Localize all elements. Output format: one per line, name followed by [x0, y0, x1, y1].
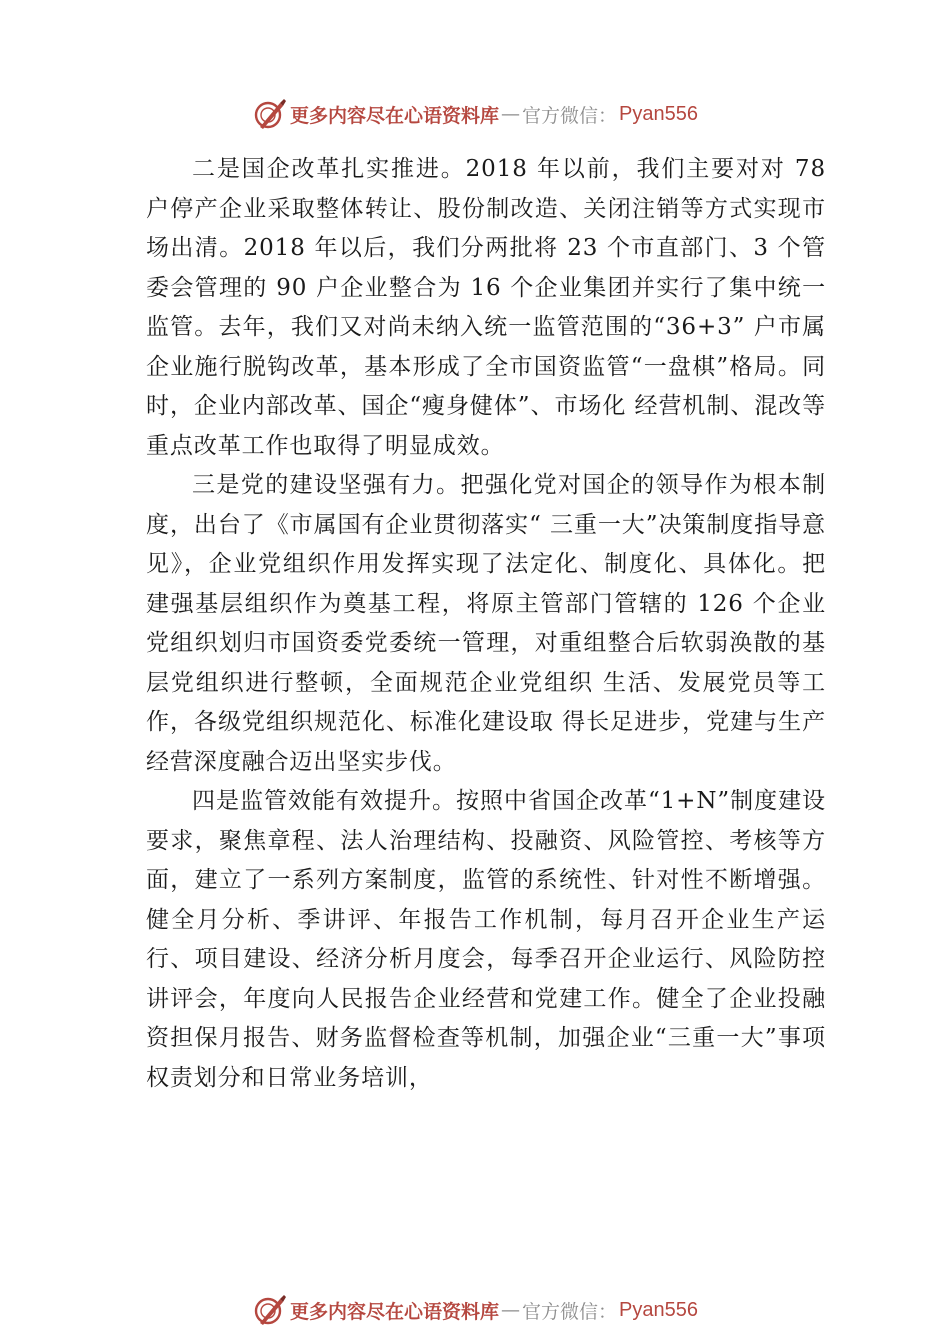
document-body [146, 150, 826, 1098]
header-watermark [0, 94, 950, 134]
wechat-label: 官方微信： [522, 104, 618, 127]
watermark-separator: — [501, 1299, 521, 1321]
watermark-title: 更多内容尽在心语资料库 [290, 1300, 500, 1323]
footer-watermark [0, 1290, 950, 1330]
pen-logo-icon [252, 97, 286, 131]
pen-logo-icon [252, 1293, 286, 1327]
wechat-id: Pyan556 [619, 1298, 698, 1321]
wechat-label: 官方微信： [522, 1300, 618, 1323]
watermark-title: 更多内容尽在心语资料库 [290, 104, 500, 127]
wechat-id: Pyan556 [619, 102, 698, 125]
paragraph-supervision: 四是监管效能有效提升。按照中省国企改革“1+N”制度建设要求，聚焦章程、法人治理结构、投融资、风险管控、考核等方面，建立了一系列方案制度，监管的系统性、针对性不断增强。健全月分析、季讲评、年报告工作机制，每月召开企业生产运行、项目建设、经济分析月度会，每季召开企业运行、风险防控讲评会，年度向人民报告企业经营和党建工作。健全了企业投融资担保月报告、财务监督检查等机制，加强企业“三重一大”事项权责划分和日常业务培训， [146, 788, 826, 1091]
paragraph-party-building: 三是党的建设坚强有力。把强化党对国企的领导作为根本制度，出台了《市属国有企业贯彻落实“ 三重一大”决策制度指导意见》，企业党组织作用发挥实现了法定化、制度化、具体化。把建强基层组织作为奠基工程，将原主管部门管辖的 126 个企业党组织划归市国资委党委统一管理，对重组整合后软弱涣散的基层党组织进行整顿，全面规范企业党组织 生活、发展党员等工作，各级党组织规范化、标准化建设取 得长足进步，党建与生产经营深度融合迈出坚实步伐。 [146, 472, 826, 775]
paragraph-reform: 二是国企改革扎实推进。2018 年以前，我们主要对对 78 户停产企业采取整体转让、股份制改造、关闭注销等方式实现市场出清。2018 年以后，我们分两批将 23 个市直部门、3 个管委会管理的 90 户企业整合为 16 个企业集团并实行了集中统一监管。去年，我们又对尚未纳入统一监管范围的“36+3” 户市属企业施行脱钩改革，基本形成了全市国资监管“一盘棋”格局。同时，企业内部改革、国企“瘦身健体”、市场化 经营机制、混改等重点改革工作也取得了明显成效。 [146, 156, 826, 459]
watermark-separator: — [501, 103, 521, 125]
